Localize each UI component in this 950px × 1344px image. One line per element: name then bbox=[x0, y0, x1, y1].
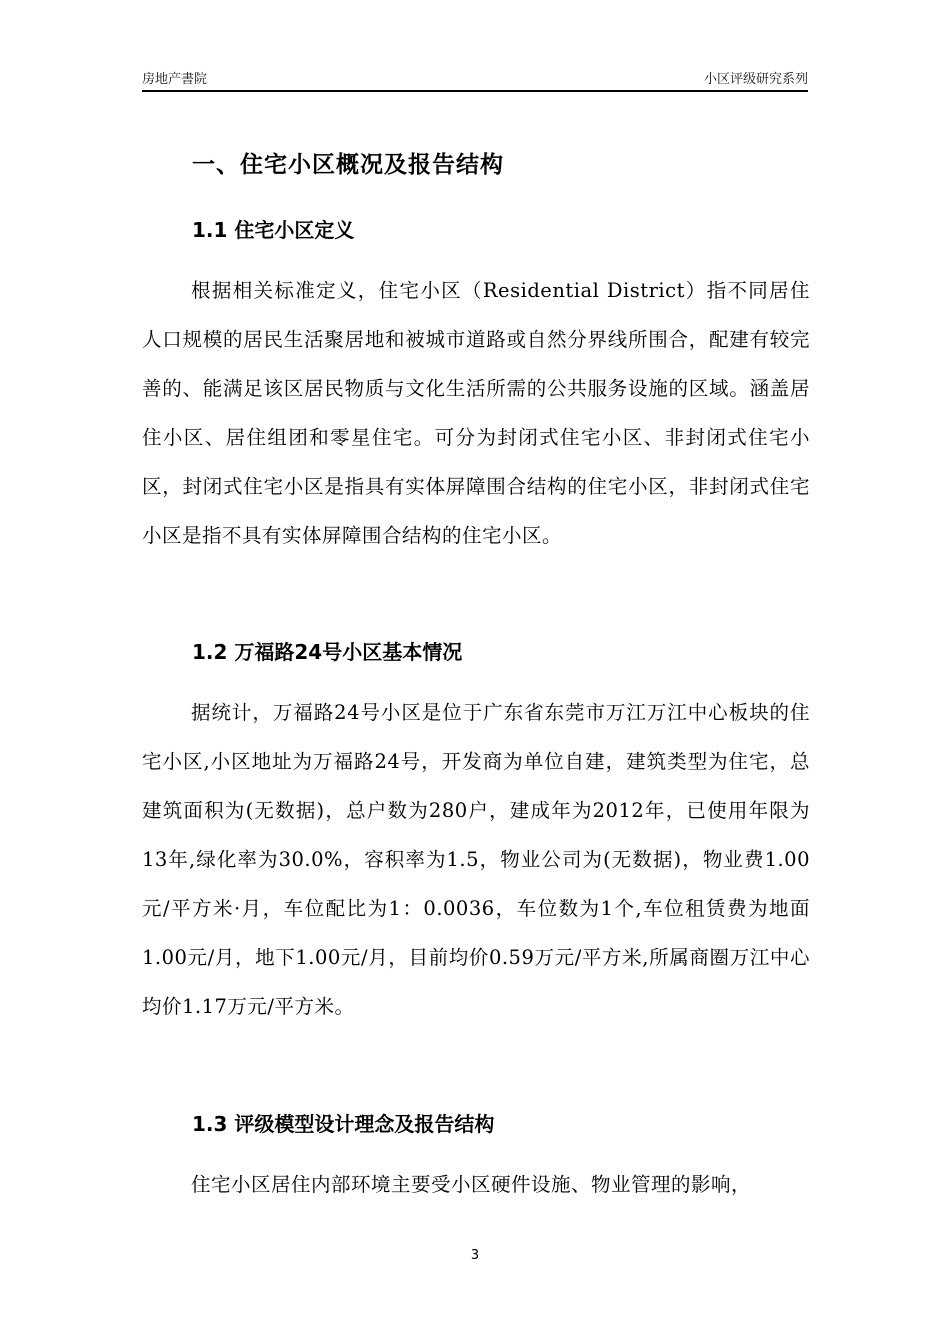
chapter-title: 一、住宅小区概况及报告结构 bbox=[192, 152, 504, 178]
section-paragraph-1-1: 根据相关标准定义，住宅小区（Residential District）指不同居住人口规模的居民生活聚居地和被城市道路或自然分界线所围合，配建有较完善的、能满足该区居民物质与文化生活所需的公共服务设施的区域。涵盖居住小区、居住组团和零星住宅。可分为封闭式住宅小区、非封闭式住宅小区，封闭式住宅小区是指具有实体屏障围合结构的住宅小区，非封闭式住宅小区是指不具有实体屏障围合结构的住宅小区。 bbox=[142, 279, 810, 547]
section-heading-1-3: 1.3 评级模型设计理念及报告结构 bbox=[192, 1112, 495, 1136]
section-heading-1-1: 1.1 住宅小区定义 bbox=[192, 218, 355, 242]
page-number: 3 bbox=[470, 1248, 480, 1263]
page-header bbox=[142, 66, 808, 92]
section-paragraph-1-2: 据统计，万福路24号小区是位于广东省东莞市万江万江中心板块的住宅小区,小区地址为万福路24号，开发商为单位自建，建筑类型为住宅，总建筑面积为(无数据)，总户数为280户，建成年为2012年，已使用年限为13年,绿化率为30.0%，容积率为1.5，物业公司为(无数据)，物业费1.00元/平方米·月，车位配比为1：0.0036，车位数为1个,车位租赁费为地面1.00元/月，地下1.00元/月，目前均价0.59万元/平方米,所属商圈万江中心均价1.17万元/平方米。 bbox=[142, 701, 810, 1018]
section-paragraph-1-3: 住宅小区居住内部环境主要受小区硬件设施、物业管理的影响， bbox=[191, 1173, 752, 1196]
section-heading-1-2: 1.2 万福路24号小区基本情况 bbox=[192, 640, 463, 664]
header-series: 小区评级研究系列 bbox=[703, 72, 808, 87]
header-publisher: 房地产書院 bbox=[142, 72, 208, 87]
